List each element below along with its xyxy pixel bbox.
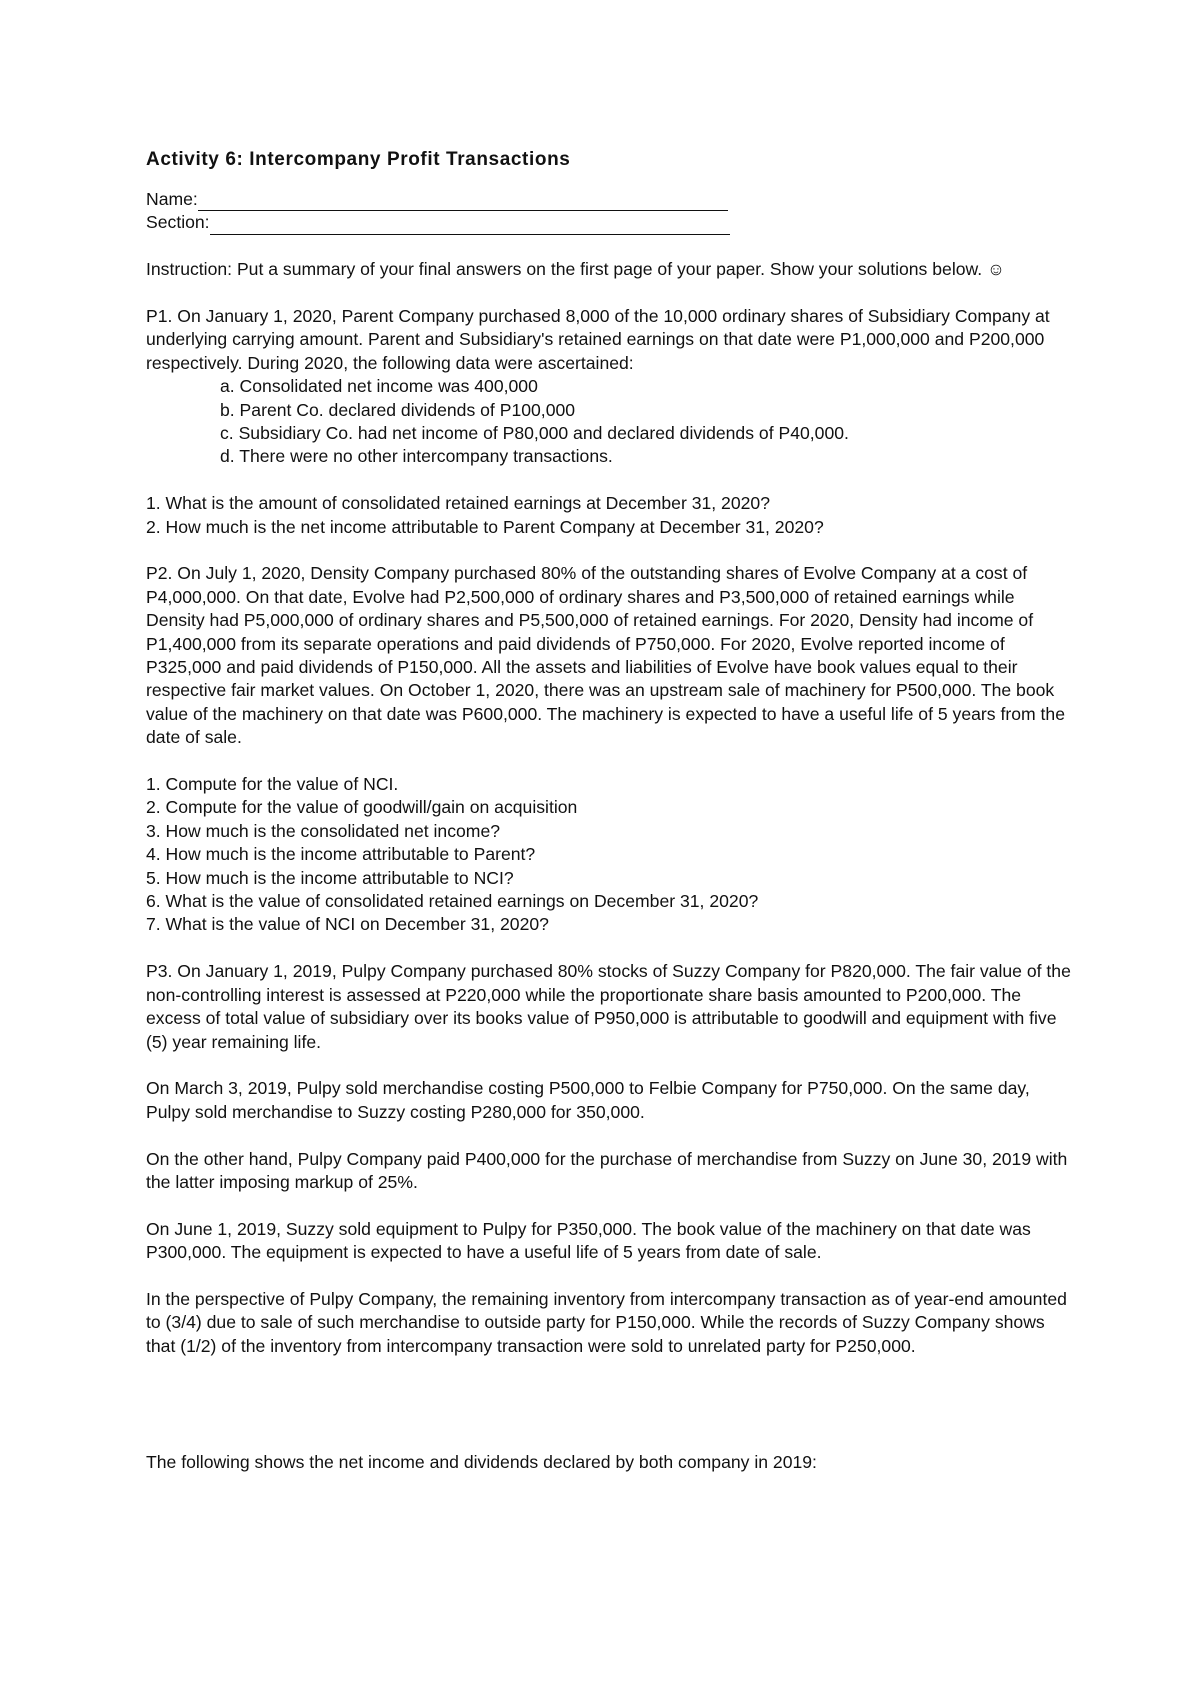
question-item: 2. How much is the net income attributable to Parent Company at December 31, 2020?: [146, 516, 824, 537]
list-item: a. Consolidated net income was 400,000: [220, 376, 538, 397]
p2-questions: [146, 773, 1076, 937]
p3-paragraph: On the other hand, Pulpy Company paid P400,000 for the purchase of merchandise from Suzzy on June 30, 2019 with the latter imposing markup of 25%.: [146, 1148, 1068, 1192]
p1-intro: P1. On January 1, 2020, Parent Company purchased 8,000 of the 10,000 ordinary shares of Subsidiary Company at underlying carrying amount. Parent and Subsidiary's retained earnings on that date were P1,000,000 and P200,000 respectively. During 2020, the following data were ascertained:: [146, 305, 1050, 373]
section-blank-line[interactable]: [210, 216, 730, 235]
list-item: d. There were no other intercompany transactions.: [220, 446, 613, 467]
p3-closing-text: The following shows the net income and dividends declared by both company in 2019:: [146, 1452, 817, 1473]
document-body: [146, 148, 1076, 1475]
question-item: 3. How much is the consolidated net income?: [146, 820, 501, 841]
question-item: 6. What is the value of consolidated retained earnings on December 31, 2020?: [146, 891, 759, 912]
name-label: Name:: [146, 188, 198, 209]
list-item: b. Parent Co. declared dividends of P100,000: [220, 399, 576, 420]
p3-paragraph: P3. On January 1, 2019, Pulpy Company purchased 80% stocks of Suzzy Company for P820,000. The fair value of the non-controlling interest is assessed at P220,000 while the proportionate share basis amounted to P200,000. The excess of total value of subsidiary over its books value of P950,000 is attributable to goodwill and equipment with five (5) year remaining life.: [146, 961, 1071, 1052]
question-item: 1. Compute for the value of NCI.: [146, 774, 399, 795]
list-item: c. Subsidiary Co. had net income of P80,000 and declared dividends of P40,000.: [220, 423, 849, 443]
name-blank-line[interactable]: [198, 192, 728, 211]
section-label: Section:: [146, 212, 210, 233]
question-item: 4. How much is the income attributable to Parent?: [146, 844, 536, 865]
instruction-text: Instruction: Put a summary of your final answers on the first page of your paper. Show your solutions below. ☺: [146, 259, 1005, 280]
page-title: Activity 6: Intercompany Profit Transactions: [146, 149, 571, 170]
question-item: 5. How much is the income attributable to NCI?: [146, 867, 514, 888]
question-item: 1. What is the amount of consolidated retained earnings at December 31, 2020?: [146, 493, 770, 514]
section-field[interactable]: [146, 211, 1076, 234]
name-field[interactable]: [146, 188, 1076, 211]
p1-data-list: [146, 375, 1076, 469]
p2-intro: P2. On July 1, 2020, Density Company purchased 80% of the outstanding shares of Evolve Company at a cost of P4,000,000. On that date, Evolve had P2,500,000 of ordinary shares and P3,500,000 of retained earnings while Density had P5,000,000 of ordinary shares and P5,500,000 of retained earnings. For 2020, Density had income of P1,400,000 from its separate operations and paid dividends of P750,000. For 2020, Evolve reported income of P325,000 and paid dividends of P150,000. All the assets and liabilities of Evolve have book values equal to their respective fair market values. On October 1, 2020, there was an upstream sale of machinery for P500,000. The book value of the machinery on that date was P600,000. The machinery is expected to have a useful life of 5 years from the date of sale.: [146, 563, 1065, 748]
question-item: 7. What is the value of NCI on December 31, 2020?: [146, 914, 549, 935]
p3-paragraph: On June 1, 2019, Suzzy sold equipment to Pulpy for P350,000. The book value of the machinery on that date was P300,000. The equipment is expected to have a useful life of 5 years from date of sale.: [146, 1218, 1031, 1263]
p1-questions: [146, 492, 1076, 539]
p3-paragraph: In the perspective of Pulpy Company, the remaining inventory from intercompany transaction as of year-end amounted to (3/4) due to sale of such merchandise to outside party for P150,000. While the records of Suzzy Company shows that (1/2) of the inventory from intercompany transaction were sold to unrelated party for P250,000.: [146, 1288, 1067, 1356]
p3-paragraph: On March 3, 2019, Pulpy sold merchandise costing P500,000 to Felbie Company for P750,000. On the same day, Pulpy sold merchandise to Suzzy costing P280,000 for 350,000.: [146, 1078, 1030, 1122]
question-item: 2. Compute for the value of goodwill/gain on acquisition: [146, 797, 578, 818]
